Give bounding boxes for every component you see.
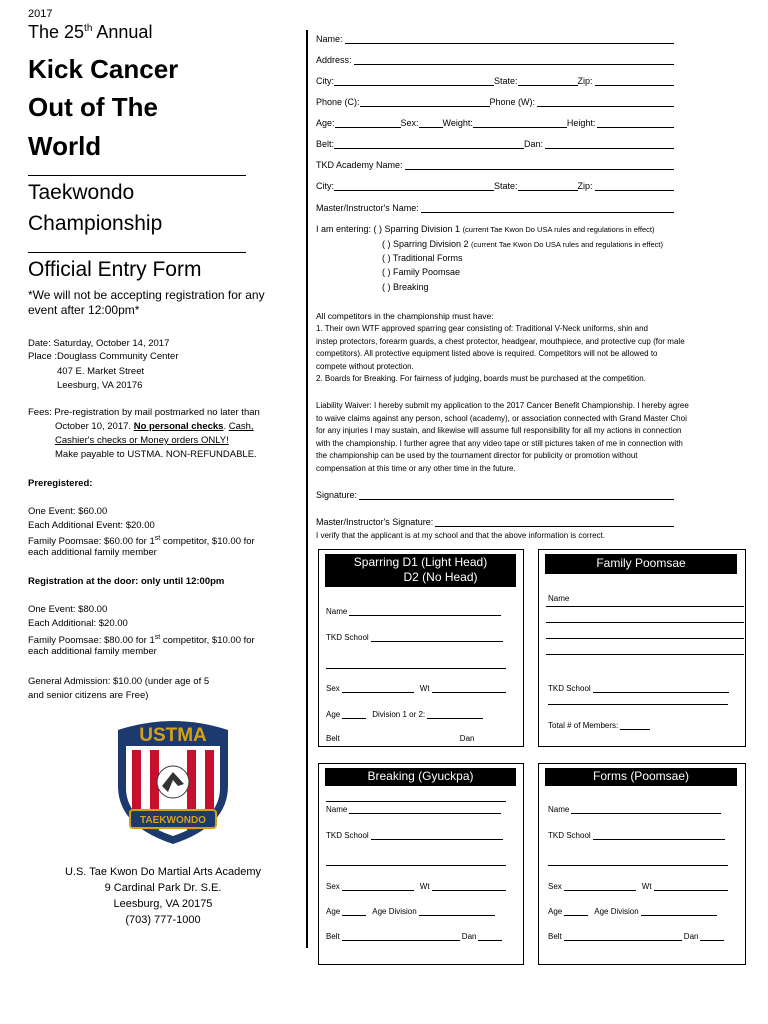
address-field[interactable]: Address: <box>316 54 676 65</box>
forms-name[interactable]: Name <box>548 804 721 814</box>
breaking-top-line <box>326 801 506 802</box>
forms-box-header: Forms (Poomsae) <box>545 768 737 786</box>
admission-2: and senior citizens are Free) <box>28 690 149 701</box>
event-place: Place :Douglass Community Center <box>28 351 179 362</box>
academy-field[interactable]: TKD Academy Name: <box>316 159 676 170</box>
sparring-belt-dan[interactable]: Belt Dan <box>326 734 475 743</box>
family-school[interactable]: TKD School <box>548 683 729 693</box>
sparring-school[interactable]: TKD School <box>326 632 503 642</box>
sparring-name[interactable]: Name <box>326 606 501 616</box>
forms-belt-dan[interactable]: Belt Dan <box>548 931 724 941</box>
prereg-family-2: each additional family member <box>28 547 157 558</box>
title-line-2: Out of The <box>28 92 158 122</box>
age-sex-weight-height-row[interactable]: Age: Sex: Weight: Height: <box>316 117 676 128</box>
form-title: Official Entry Form <box>28 258 202 281</box>
family-name-line[interactable] <box>546 654 744 655</box>
academy-address <box>28 864 298 928</box>
title-line-1: Kick Cancer <box>28 54 179 84</box>
fees-line-2: October 10, 2017. No personal checks. Cash, <box>55 421 254 432</box>
city-state-zip-row-2[interactable]: City: State: Zip: <box>316 180 676 191</box>
family-blank-line <box>548 704 728 705</box>
forms-blank-line <box>548 865 728 866</box>
entry-option-sparring-1[interactable]: I am entering: ( ) Sparring Division 1 (current Tae Kwon Do USA rules and regulations in effect) <box>316 224 655 234</box>
column-divider <box>306 30 308 948</box>
master-name-field[interactable]: Master/Instructor's Name: <box>316 202 676 213</box>
city-state-zip-row[interactable]: City: State: Zip: <box>316 75 676 86</box>
academy-street: 9 Cardinal Park Dr. S.E. <box>104 882 222 894</box>
family-name-line[interactable] <box>546 622 744 623</box>
logo-top-text: USTMA <box>139 725 207 746</box>
family-poomsae-header: Family Poomsae <box>545 554 737 574</box>
entry-option-sparring-2[interactable]: ( ) Sparring Division 2 (current Tae Kwon Do USA rules and regulations in effect) <box>382 239 663 249</box>
door-one-event: One Event: $80.00 <box>28 604 108 615</box>
door-heading: Registration at the door: only until 12:00pm <box>28 576 225 587</box>
place-street: 407 E. Market Street <box>57 366 145 377</box>
ustma-logo <box>112 716 234 846</box>
forms-sex-wt[interactable]: Sex Wt <box>548 881 728 891</box>
phone-row[interactable]: Phone (C): Phone (W): <box>316 96 676 107</box>
sparring-age-division[interactable]: Age Division 1 or 2: <box>326 709 483 719</box>
fees-line-1: Fees: Pre-registration by mail postmarked no later than <box>28 407 260 418</box>
breaking-belt-dan[interactable]: Belt Dan <box>326 931 502 941</box>
liability-waiver: Liability Waiver: I hereby submit my application to the 2017 Cancer Benefit Championship. I hereby agree to waive claims against any person, school (academy), or association connected with Grand Master Choi for any injuries I may sustain, and likewise will assume full responsibility for all my actions in connection with the championship. I further agree that any video tape or still pictures taken of me in connection with the championship can be used by the tournament director for publicity or promotion without compensation at this time or any other time in the future. <box>316 401 689 473</box>
academy-name: U.S. Tae Kwon Do Martial Arts Academy <box>64 866 262 878</box>
entry-option-forms[interactable]: ( ) Traditional Forms <box>382 253 463 263</box>
verify-statement: I verify that the applicant is at my school and that the above information is correct. <box>316 531 606 540</box>
fees-line-3: Cashier's checks or Money orders ONLY! <box>55 435 229 446</box>
place-city: Leesburg, VA 20176 <box>57 380 143 391</box>
prereg-one-event: One Event: $60.00 <box>28 506 108 517</box>
forms-school[interactable]: TKD School <box>548 830 725 840</box>
prereg-additional: Each Additional Event: $20.00 <box>28 520 155 531</box>
family-name-line[interactable] <box>546 606 744 607</box>
family-name-label: Name <box>548 594 570 603</box>
breaking-box-header: Breaking (Gyuckpa) <box>325 768 516 786</box>
fees-line-4: Make payable to USTMA. NON-REFUNDABLE. <box>55 449 257 460</box>
entry-option-family[interactable]: ( ) Family Poomsae <box>382 267 461 277</box>
academy-phone: (703) 777-1000 <box>125 914 201 926</box>
master-signature-field[interactable]: Master/Instructor's Signature: <box>316 516 676 527</box>
event-date: Date: Saturday, October 14, 2017 <box>28 338 170 349</box>
breaking-blank-line <box>326 865 506 866</box>
door-family-2: each additional family member <box>28 646 157 657</box>
family-name-line[interactable] <box>546 638 744 639</box>
breaking-name[interactable]: Name <box>326 804 501 814</box>
admission-1: General Admission: $10.00 (under age of 5 <box>28 676 210 687</box>
rules-text: 1. Their own WTF approved sparring gear consisting of: Traditional V-Neck uniforms, shin and instep protectors, forearm guards, a chest protector, headgear, mouthpiece, and protective cup (for male competitors). All protective equipment listed above is required. Competitors will not be allowed to compete without protection. 2. Boards for Breaking. For fairness of judging, boards must be purchased at the competition. <box>316 324 685 383</box>
signature-field[interactable]: Signature: <box>316 489 676 500</box>
subtitle-line-1: Taekwondo <box>28 181 135 204</box>
sparring-sex-wt[interactable]: Sex Wt <box>326 683 506 693</box>
divider <box>28 252 246 253</box>
title-line-3: World <box>28 131 102 161</box>
breaking-sex-wt[interactable]: Sex Wt <box>326 881 506 891</box>
annual-line: The 25th Annual <box>28 22 153 42</box>
belt-dan-row[interactable]: Belt: Dan: <box>316 138 676 149</box>
academy-city: Leesburg, VA 20175 <box>113 898 213 910</box>
sparring-blank-line <box>326 668 506 669</box>
forms-age-division[interactable]: Age Age Division <box>548 906 717 916</box>
year: 2017 <box>28 8 53 20</box>
prereg-family: Family Poomsae: $60.00 for 1st competitor, $10.00 for <box>28 535 255 548</box>
registration-notice: *We will not be accepting registration for any event after 12:00pm* <box>28 288 265 317</box>
rules-heading: All competitors in the championship must have: <box>316 311 494 321</box>
subtitle-line-2: Championship <box>28 212 163 235</box>
logo-bottom-text: TAEKWONDO <box>140 815 206 826</box>
sparring-box-header: Sparring D1 (Light Head) D2 (No Head) <box>325 554 516 587</box>
family-poomsae-box <box>538 549 746 747</box>
door-family: Family Poomsae: $80.00 for 1st competitor, $10.00 for <box>28 634 255 647</box>
breaking-school[interactable]: TKD School <box>326 830 503 840</box>
family-total-members[interactable]: Total # of Members: <box>548 720 650 730</box>
divider <box>28 175 246 176</box>
name-field[interactable]: Name: <box>316 33 676 44</box>
door-additional: Each Additional: $20.00 <box>28 618 128 629</box>
entry-option-breaking[interactable]: ( ) Breaking <box>382 282 429 292</box>
breaking-age-division[interactable]: Age Age Division <box>326 906 495 916</box>
prereg-heading: Preregistered: <box>28 478 93 489</box>
